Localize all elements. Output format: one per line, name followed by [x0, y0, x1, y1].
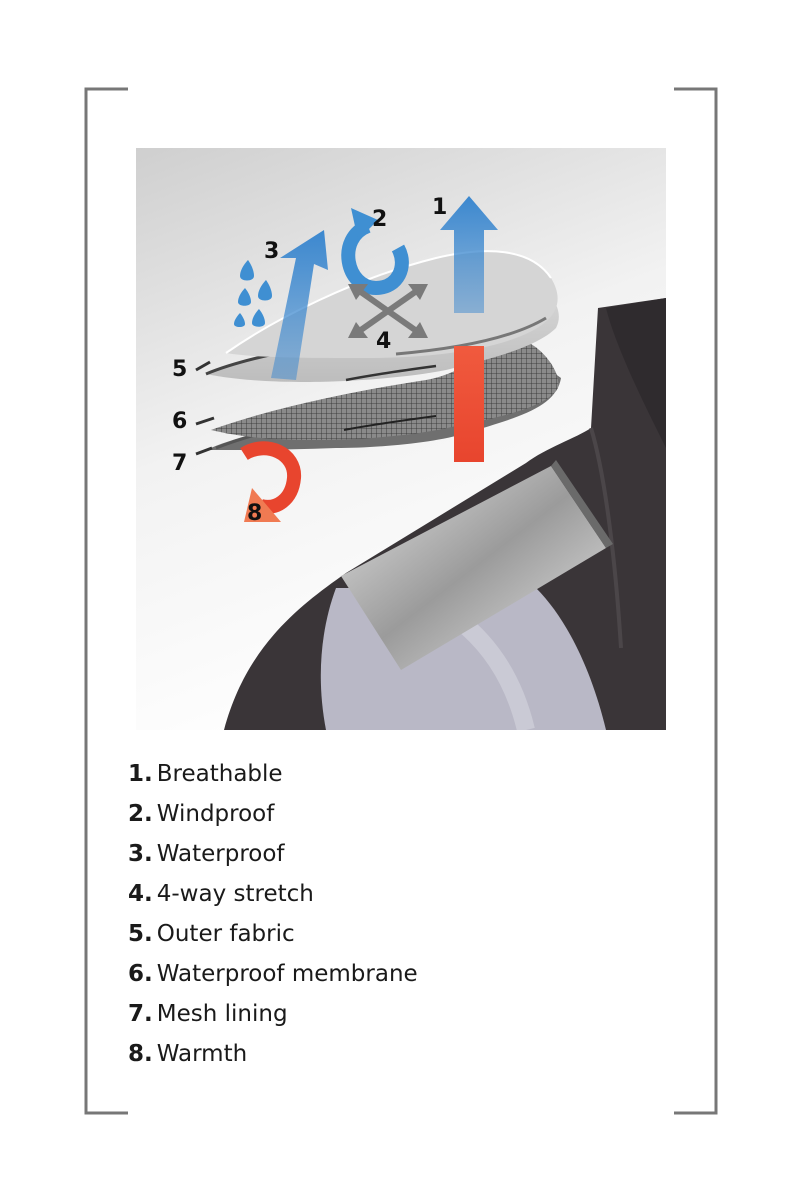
legend-label: Windproof [156, 801, 275, 827]
callout-6: 6 [172, 409, 188, 434]
callout-3: 3 [264, 239, 280, 264]
legend-number: 4. [128, 881, 153, 907]
legend-number: 7. [128, 1001, 153, 1027]
legend-number: 1. [128, 761, 153, 787]
legend-item [128, 797, 418, 837]
legend-label: Warmth [156, 1041, 248, 1067]
callout-1: 1 [432, 195, 448, 220]
frame-bracket-right [666, 84, 722, 1118]
legend-label: 4-way stretch [156, 881, 314, 907]
legend-label: Breathable [156, 761, 283, 787]
legend-item [128, 877, 418, 917]
legend-item [128, 917, 418, 957]
fabric-layers-illustration [136, 148, 666, 730]
legend-label: Mesh lining [156, 1001, 288, 1027]
legend-number: 2. [128, 801, 153, 827]
heat-strip [454, 346, 484, 462]
legend-item [128, 997, 418, 1037]
callout-2: 2 [372, 207, 388, 232]
callout-5: 5 [172, 357, 188, 382]
callout-7: 7 [172, 451, 188, 476]
legend-label: Waterproof membrane [156, 961, 418, 987]
legend-item [128, 957, 418, 997]
legend-number: 3. [128, 841, 153, 867]
legend-label: Outer fabric [156, 921, 295, 947]
callout-8: 8 [247, 501, 263, 526]
legend-item [128, 1037, 418, 1077]
legend-item [128, 837, 418, 877]
legend-number: 8. [128, 1041, 153, 1067]
callout-4: 4 [376, 329, 392, 354]
legend-item [128, 757, 418, 797]
legend-label: Waterproof [156, 841, 285, 867]
legend-number: 5. [128, 921, 153, 947]
legend-list [128, 757, 418, 1077]
legend-number: 6. [128, 961, 153, 987]
